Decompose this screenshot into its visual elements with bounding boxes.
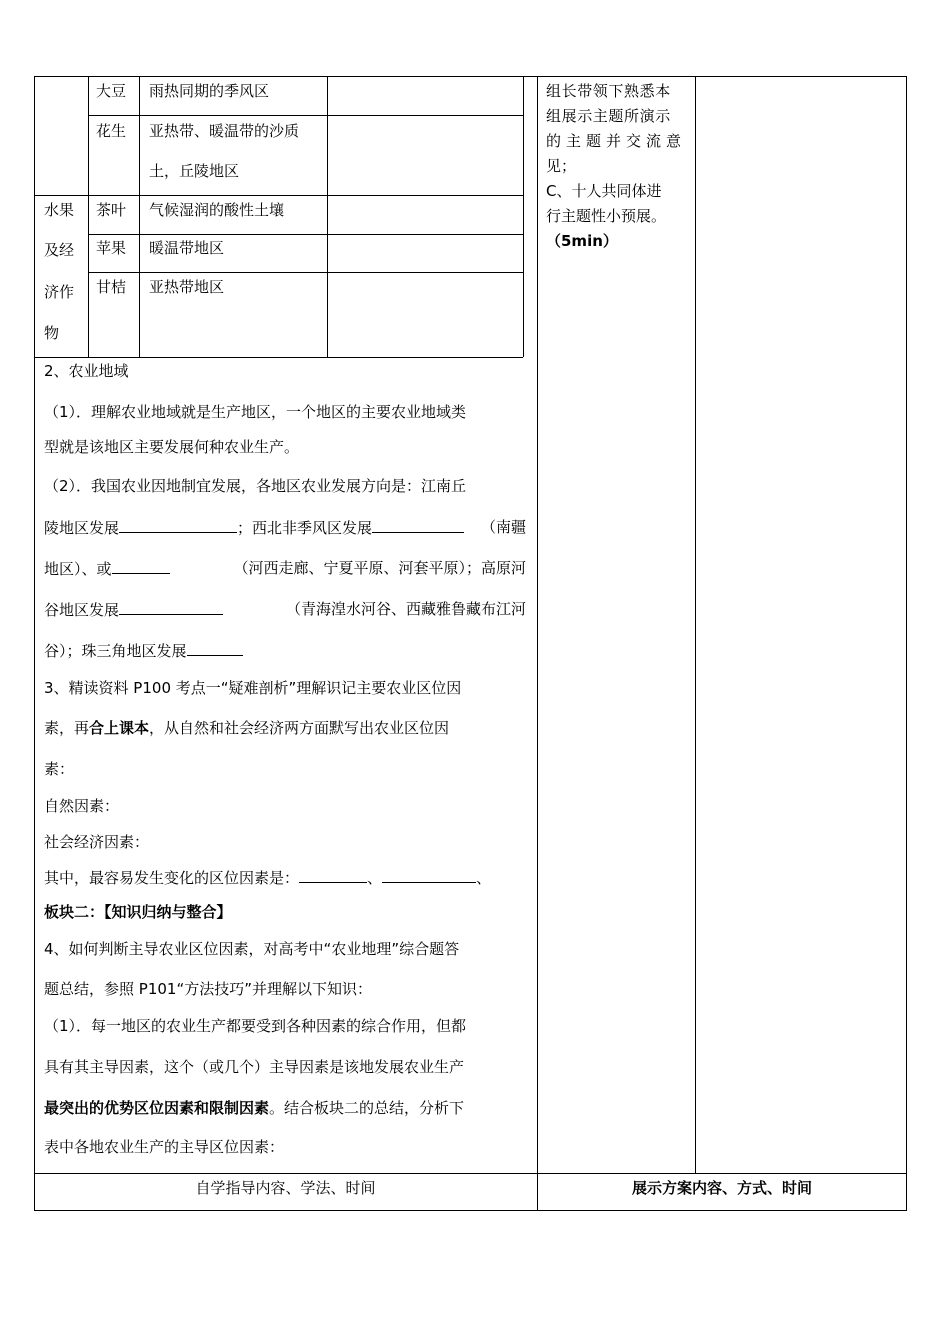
fill-blank[interactable] — [119, 517, 237, 533]
section2-p2-line1: （2）．我国农业因地制宜发展，各地区农业发展方向是：江南丘 — [44, 477, 467, 495]
right-text-line: 组展示主题所演示 — [546, 107, 671, 125]
section3-line2: 素，再合上课本，从自然和社会经济两方面默写出农业区位因 — [44, 719, 450, 737]
crop-name: 甘桔 — [96, 278, 127, 296]
crop-condition: 雨热同期的季风区 — [149, 82, 270, 100]
right-column-header: 展示方案内容、方式、时间 — [631, 1179, 812, 1197]
crop-condition: 亚热带、暖温带的沙质 — [149, 122, 300, 140]
section2-heading: 2、农业地域 — [44, 362, 129, 380]
crop-name: 花生 — [96, 122, 127, 140]
section2-p2-line3: 地区）、或 （河西走廊、宁夏平原、河套平原）；高原河 — [44, 559, 526, 578]
right-text-line: 组长带领下熟悉本 — [546, 82, 671, 100]
fill-blank[interactable] — [112, 558, 170, 574]
fill-blank[interactable] — [299, 867, 367, 883]
section2-p2-line2: 陵地区发展 ；西北非季风区发展 （南疆 — [44, 518, 526, 537]
category-label: 济作 — [44, 283, 75, 301]
time-label: （5min） — [546, 232, 618, 250]
section2-p1-line2: 型就是该地区主要发展何种农业生产。 — [44, 438, 300, 456]
right-text-line: 的主题并交流意 — [546, 132, 687, 150]
column-divider-main — [537, 76, 538, 1211]
section2-p2-line5: 谷）；珠三角地区发展 — [44, 640, 243, 661]
column-divider-right — [695, 76, 696, 1173]
crop-name: 大豆 — [96, 82, 127, 100]
crop-table-right-border — [523, 76, 524, 357]
section3-line3: 素： — [44, 760, 75, 778]
right-text-line: C、十人共同体进 — [546, 182, 662, 200]
section4-line2: 题总结，参照 P101“方法技巧”并理解以下知识： — [44, 980, 372, 998]
crop-table-col2 — [139, 76, 140, 357]
footer-row-divider — [34, 1173, 907, 1174]
section4-p1-line1: （1）．每一地区的农业生产都要受到各种因素的综合作用，但都 — [44, 1017, 467, 1035]
section4-p1-line2: 具有其主导因素，这个（或几个）主导因素是该地发展农业生产 — [44, 1058, 465, 1076]
crop-table-col3 — [327, 76, 328, 357]
left-column-header: 自学指导内容、学法、时间 — [195, 1179, 376, 1197]
crop-table-row-line — [88, 234, 523, 235]
section4-line1: 4、如何判断主导农业区位因素，对高考中“农业地理”综合题答 — [44, 940, 460, 958]
crop-name: 茶叶 — [96, 201, 127, 219]
fill-blank[interactable] — [119, 599, 223, 615]
most-changeable-factors: 其中，最容易发生变化的区位因素是： 、 、 — [44, 869, 492, 887]
right-text-line: 见； — [546, 157, 577, 175]
crop-table-bottom — [34, 357, 523, 358]
category-label: 物 — [44, 324, 60, 342]
crop-condition: 亚热带地区 — [149, 278, 225, 296]
social-factors-label: 社会经济因素： — [44, 833, 150, 851]
section4-p1-line4: 表中各地农业生产的主导区位因素： — [44, 1138, 285, 1156]
fill-blank[interactable] — [382, 867, 476, 883]
section3-line1: 3、精读资料 P100 考点一“疑难剖析”理解识记主要农业区位因 — [44, 679, 462, 697]
crop-condition: 暖温带地区 — [149, 239, 225, 257]
block2-title: 板块二：【知识归纳与整合】 — [44, 903, 232, 921]
fill-blank[interactable] — [372, 517, 464, 533]
crop-name: 苹果 — [96, 239, 127, 257]
crop-condition: 土，丘陵地区 — [149, 162, 240, 180]
crop-table-left-border — [34, 76, 35, 357]
right-text-line: 行主题性小预展。 — [546, 207, 667, 225]
category-label: 及经 — [44, 241, 75, 259]
crop-table-col1 — [88, 76, 89, 357]
crop-table-row-line — [88, 115, 523, 116]
category-label: 水果 — [44, 201, 75, 219]
crop-condition: 气候湿润的酸性土壤 — [149, 201, 285, 219]
natural-factors-label: 自然因素： — [44, 797, 120, 815]
crop-table-row-line — [34, 195, 523, 196]
section2-p1-line1: （1）．理解农业地域就是生产地区，一个地区的主要农业地域类 — [44, 403, 467, 421]
section4-p1-line3: 最突出的优势区位因素和限制因素。结合板块二的总结，分析下 — [44, 1099, 465, 1117]
crop-table-row-line — [88, 272, 523, 273]
fill-blank[interactable] — [187, 640, 243, 656]
section2-p2-line4: 谷地区发展 （青海湟水河谷、西藏雅鲁藏布江河 — [44, 600, 526, 619]
